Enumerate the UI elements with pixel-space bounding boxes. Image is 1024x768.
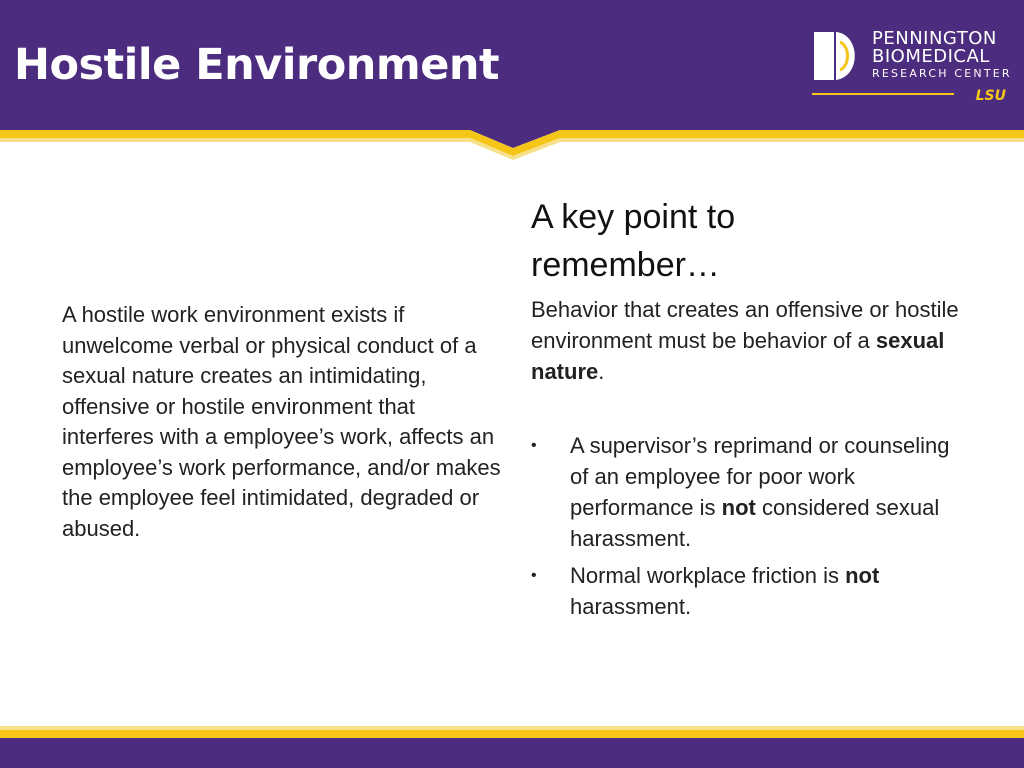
slide-header: [0, 0, 1024, 160]
bullet-dot-icon: •: [531, 567, 537, 584]
intro-bold-text: sexual nature: [531, 328, 945, 384]
logo-mark-icon: [812, 30, 862, 82]
bullet-text-end: harassment.: [570, 594, 692, 619]
bullet-text: Normal workplace friction is: [570, 563, 846, 588]
logo-line-3: RESEARCH CENTER: [872, 67, 1012, 80]
bullet-text-end: considered sexual harassment.: [570, 495, 940, 551]
key-point-intro: [531, 294, 971, 387]
intro-text: Behavior that creates an offensive or hostile environment must be behavior of a: [531, 297, 959, 353]
key-point-bullets: [531, 430, 971, 628]
intro-end-text: .: [598, 359, 605, 384]
bullet-item: [531, 430, 971, 554]
bullet-item: [531, 560, 971, 622]
slide-title: Hostile Environment: [14, 40, 500, 90]
logo-line-2: BIOMEDICAL: [872, 46, 990, 67]
key-point-heading: A key point to remember…: [531, 198, 736, 284]
logo-line-1: PENNINGTON: [872, 28, 997, 49]
definition-paragraph: A hostile work environment exists if unwelcome verbal or physical conduct of a sexual nature creates an intimidating, offensive or hostile environment that interferes with a employee’s work, affects an employee’s work performance, and/or makes the employee feel intimidated, degraded or abused.: [62, 302, 501, 541]
logo-rule: [812, 93, 954, 95]
bullet-dot-icon: •: [531, 437, 537, 454]
logo-lsu: LSU: [975, 88, 1006, 104]
slide-footer: [0, 716, 1024, 768]
footer-banner: [0, 716, 1024, 768]
bullet-bold-text: not: [845, 563, 880, 588]
bullet-text: A supervisor’s reprimand or counseling of an employee for poor work performance is: [570, 433, 950, 520]
bullet-bold-text: not: [721, 495, 756, 520]
pennington-logo: [812, 30, 1012, 104]
